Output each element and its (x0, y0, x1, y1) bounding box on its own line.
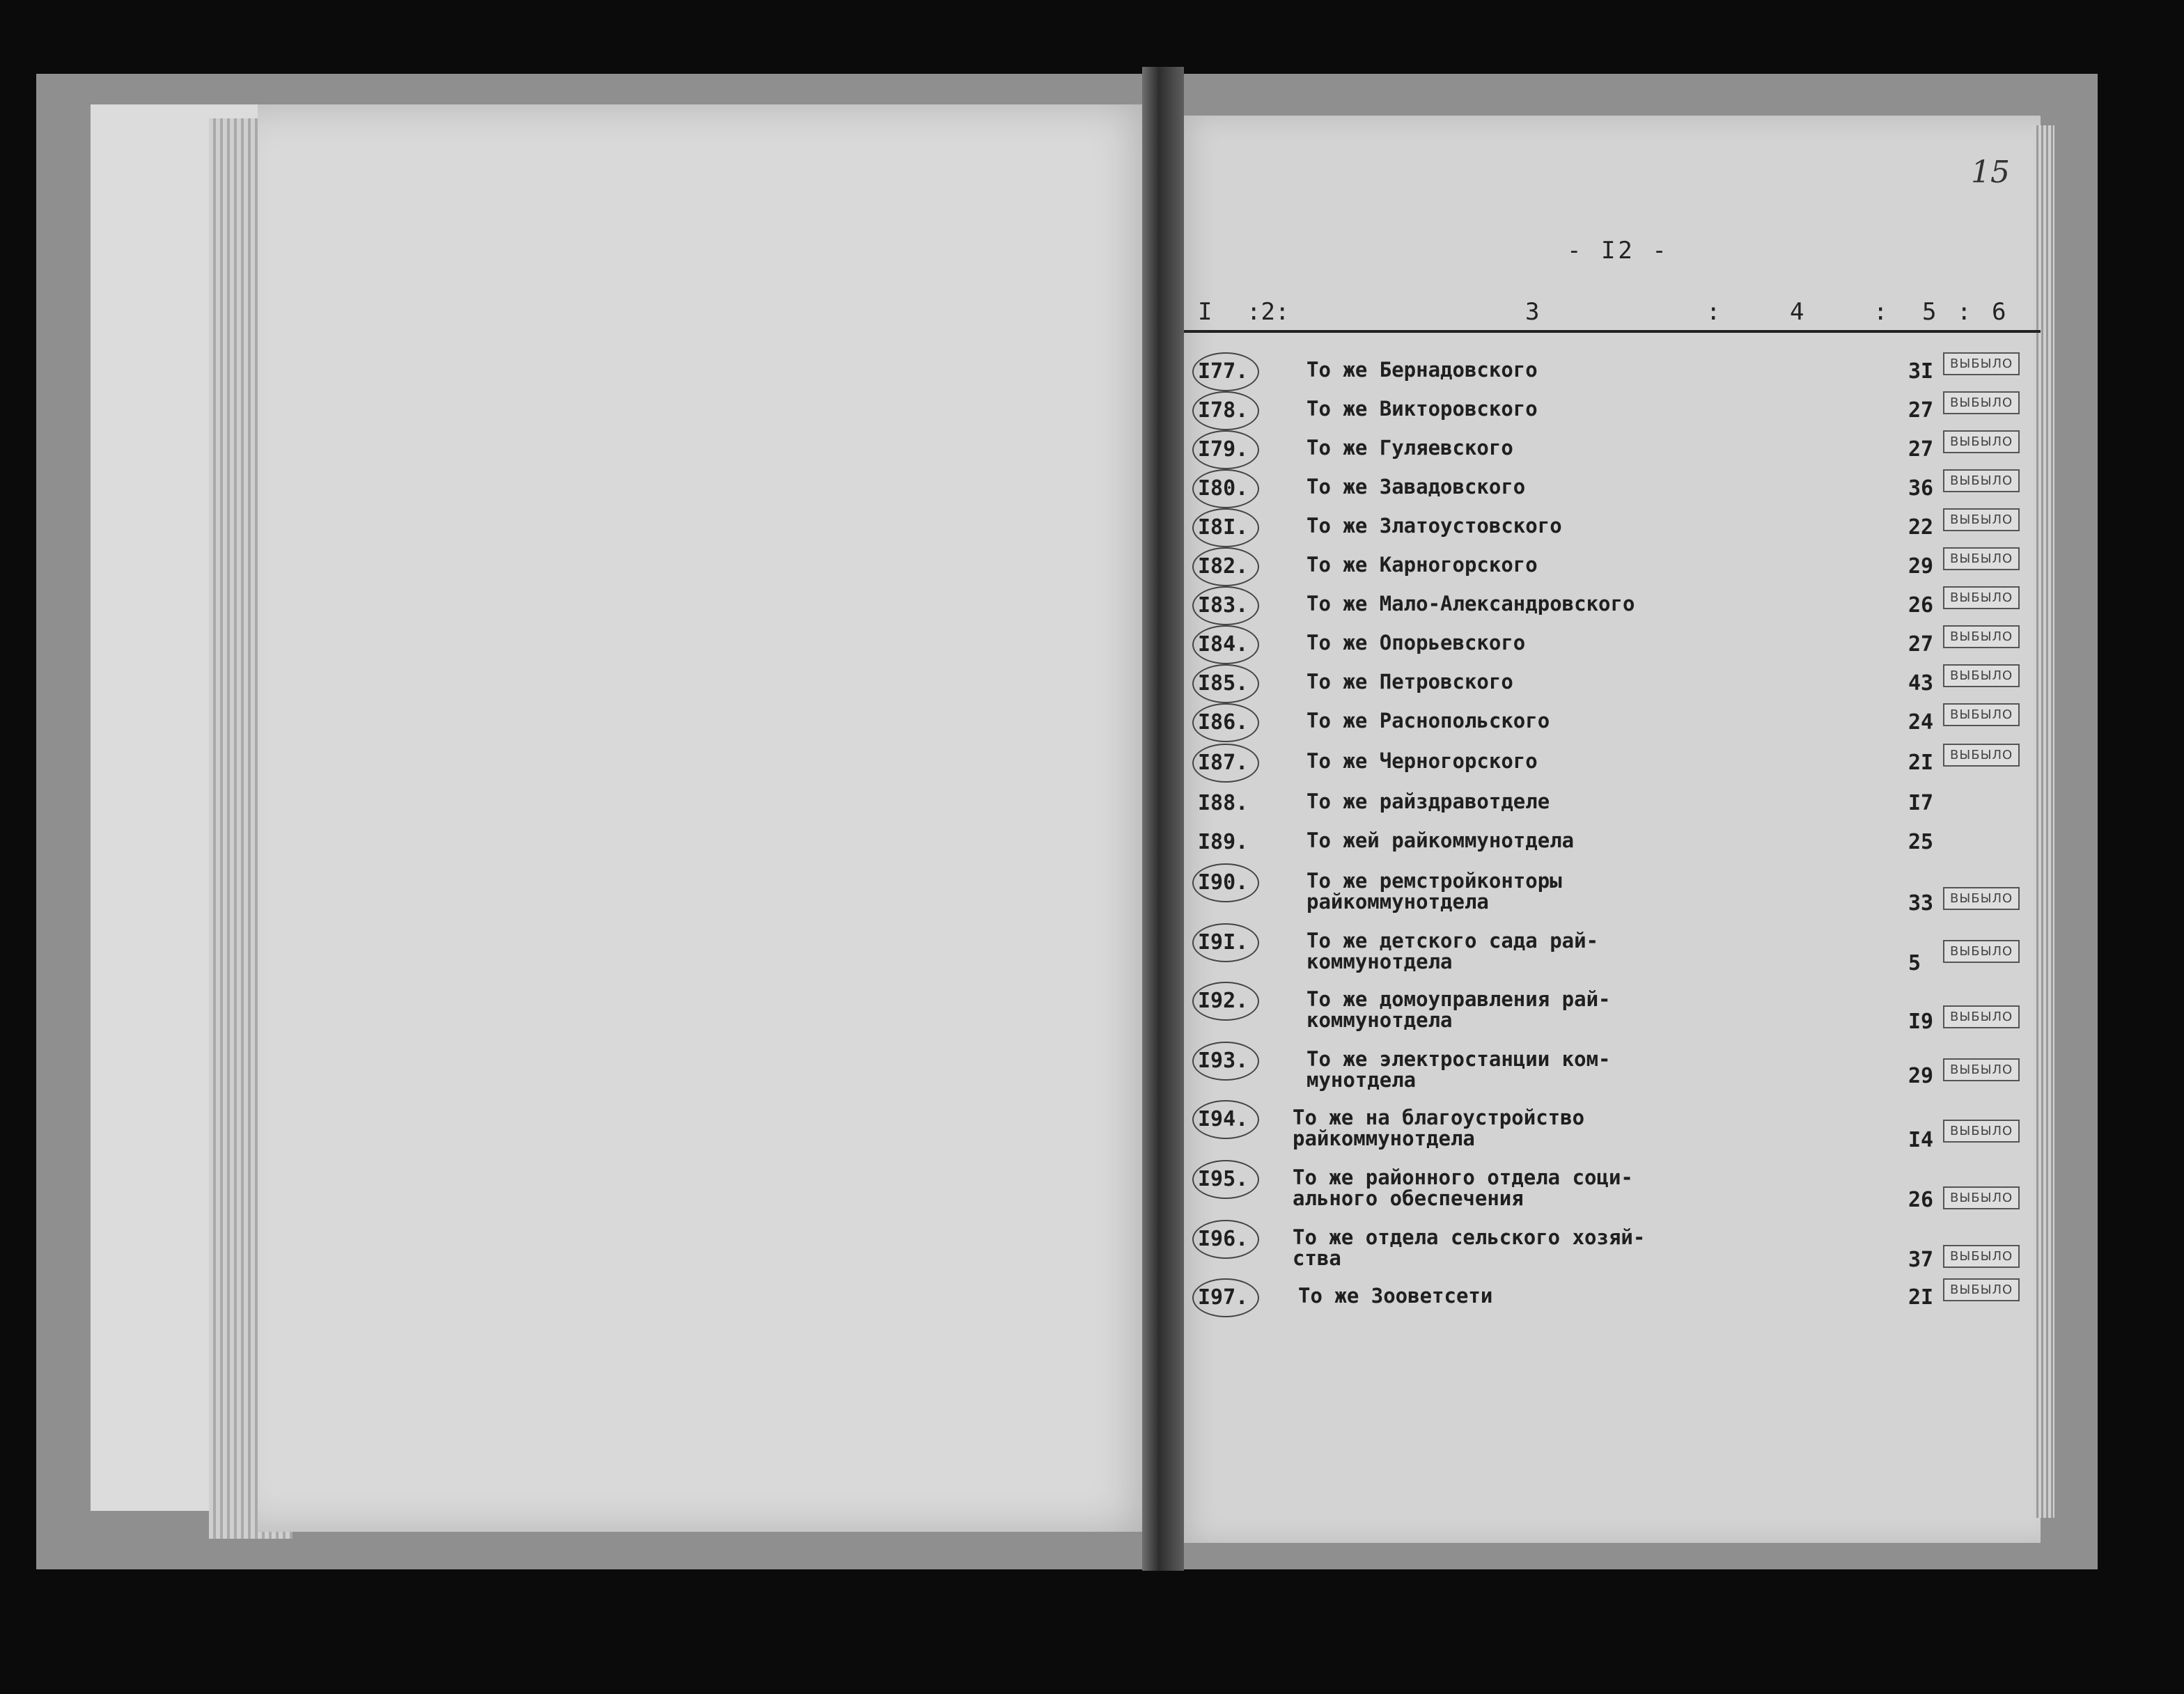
withdrawn-stamp: ВЫБЫЛО (1943, 703, 2020, 726)
withdrawn-stamp: ВЫБЫЛО (1943, 1278, 2020, 1301)
row-title: То же Опорьевского (1306, 631, 1526, 654)
row-count: 2I (1908, 751, 1934, 775)
row-title: То же Мало-Александровского (1306, 592, 1635, 615)
row-count: 27 (1908, 398, 1934, 423)
row-title: То же Викторовского (1306, 397, 1538, 421)
header-col-2: :2: (1247, 298, 1290, 326)
row-count: 43 (1908, 671, 1934, 696)
row-number: I9I. (1198, 930, 1249, 955)
row-title: То же Петровского (1306, 670, 1513, 693)
header-separator: : (1706, 298, 1721, 326)
withdrawn-stamp: ВЫБЫЛО (1943, 1058, 2020, 1081)
row-title: То же Златоустовского (1306, 514, 1562, 538)
row-number: I86. (1198, 710, 1249, 735)
withdrawn-stamp: ВЫБЫЛО (1943, 887, 2020, 910)
withdrawn-stamp: ВЫБЫЛО (1943, 1186, 2020, 1209)
row-title: То же Гуляевского (1306, 436, 1513, 460)
row-number: I93. (1198, 1049, 1249, 1073)
row-title: То же отдела сельского хозяй- ства (1293, 1225, 1646, 1270)
inventory-table (1184, 0, 2041, 1694)
row-count: 26 (1908, 593, 1934, 618)
row-count: 25 (1908, 830, 1934, 854)
withdrawn-stamp: ВЫБЫЛО (1943, 664, 2020, 687)
row-number: I77. (1198, 359, 1249, 384)
row-number: I92. (1198, 989, 1249, 1013)
left-blank-page (258, 104, 1163, 1532)
row-count: 5 (1908, 951, 1921, 975)
row-count: 26 (1908, 1188, 1934, 1212)
row-title: То же Бернадовского (1306, 358, 1538, 382)
header-col-3: 3 (1525, 298, 1540, 326)
row-number: I89. (1198, 830, 1249, 854)
withdrawn-stamp: ВЫБЫЛО (1943, 1005, 2020, 1028)
row-number: I85. (1198, 671, 1249, 696)
row-title: То же Зооветсети (1298, 1284, 1493, 1308)
row-count: I7 (1908, 791, 1934, 815)
row-count: I4 (1908, 1128, 1934, 1152)
row-count: 2I (1908, 1285, 1934, 1310)
row-count: 24 (1908, 710, 1934, 735)
row-title: То же электростанции ком- мунотдела (1306, 1047, 1611, 1092)
row-count: 3I (1908, 359, 1934, 384)
row-title: То же Завадовского (1306, 475, 1526, 499)
withdrawn-stamp: ВЫБЫЛО (1943, 391, 2020, 414)
row-number: I82. (1198, 554, 1249, 579)
row-number: I78. (1198, 398, 1249, 423)
row-number: I90. (1198, 870, 1249, 895)
row-number: I80. (1198, 476, 1249, 501)
row-title: То же домоуправления рай- коммунотдела (1306, 987, 1611, 1032)
row-count: I9 (1908, 1010, 1934, 1034)
withdrawn-stamp: ВЫБЫЛО (1943, 625, 2020, 648)
row-number: I8I. (1198, 515, 1249, 540)
withdrawn-stamp: ВЫБЫЛО (1943, 430, 2020, 453)
row-count: 29 (1908, 1064, 1934, 1088)
withdrawn-stamp: ВЫБЫЛО (1943, 1245, 2020, 1268)
row-title: То же Раснопольского (1306, 709, 1550, 732)
withdrawn-stamp: ВЫБЫЛО (1943, 352, 2020, 375)
row-number: I83. (1198, 593, 1249, 618)
row-title: То же на благоустройство райкоммунотдела (1293, 1106, 1585, 1150)
row-count: 22 (1908, 515, 1934, 540)
header-separator: : (1873, 298, 1888, 326)
withdrawn-stamp: ВЫБЫЛО (1943, 469, 2020, 492)
header-col-4: 4 (1790, 298, 1804, 326)
row-count: 37 (1908, 1248, 1934, 1272)
row-number: I96. (1198, 1227, 1249, 1251)
withdrawn-stamp: ВЫБЫЛО (1943, 744, 2020, 767)
book-gutter (1142, 67, 1184, 1571)
row-number: I88. (1198, 791, 1249, 815)
row-count: 29 (1908, 554, 1934, 579)
row-title: То же районного отдела соци- ального обеспечения (1293, 1166, 1633, 1210)
header-col-1: I (1198, 298, 1212, 326)
row-count: 27 (1908, 437, 1934, 462)
withdrawn-stamp: ВЫБЫЛО (1943, 1120, 2020, 1143)
row-count: 36 (1908, 476, 1934, 501)
withdrawn-stamp: ВЫБЫЛО (1943, 508, 2020, 531)
row-title: То жей райкоммунотдела (1306, 829, 1575, 852)
row-number: I79. (1198, 437, 1249, 462)
header-col-5: 5 (1922, 298, 1937, 326)
header-separator: : (1957, 298, 1972, 326)
row-count: 33 (1908, 891, 1934, 916)
header-col-6: 6 (1992, 298, 2006, 326)
row-number: I95. (1198, 1167, 1249, 1191)
row-number: I94. (1198, 1107, 1249, 1131)
archive-folio-mark: 15 (1971, 155, 2010, 190)
row-number: I87. (1198, 751, 1249, 775)
row-count: 27 (1908, 632, 1934, 657)
withdrawn-stamp: ВЫБЫЛО (1943, 586, 2020, 609)
row-number: I84. (1198, 632, 1249, 657)
row-number: I97. (1198, 1285, 1249, 1310)
page-number: - I2 - (1567, 237, 1669, 265)
withdrawn-stamp: ВЫБЫЛО (1943, 940, 2020, 963)
withdrawn-stamp: ВЫБЫЛО (1943, 547, 2020, 570)
row-title: То же Черногорского (1306, 749, 1538, 773)
row-title: То же райздравотделе (1306, 790, 1550, 813)
row-title: То же Карногорского (1306, 553, 1538, 577)
row-title: То же ремстройконторы райкоммунотдела (1306, 869, 1562, 913)
row-title: То же детского сада рай- коммунотдела (1306, 929, 1599, 973)
